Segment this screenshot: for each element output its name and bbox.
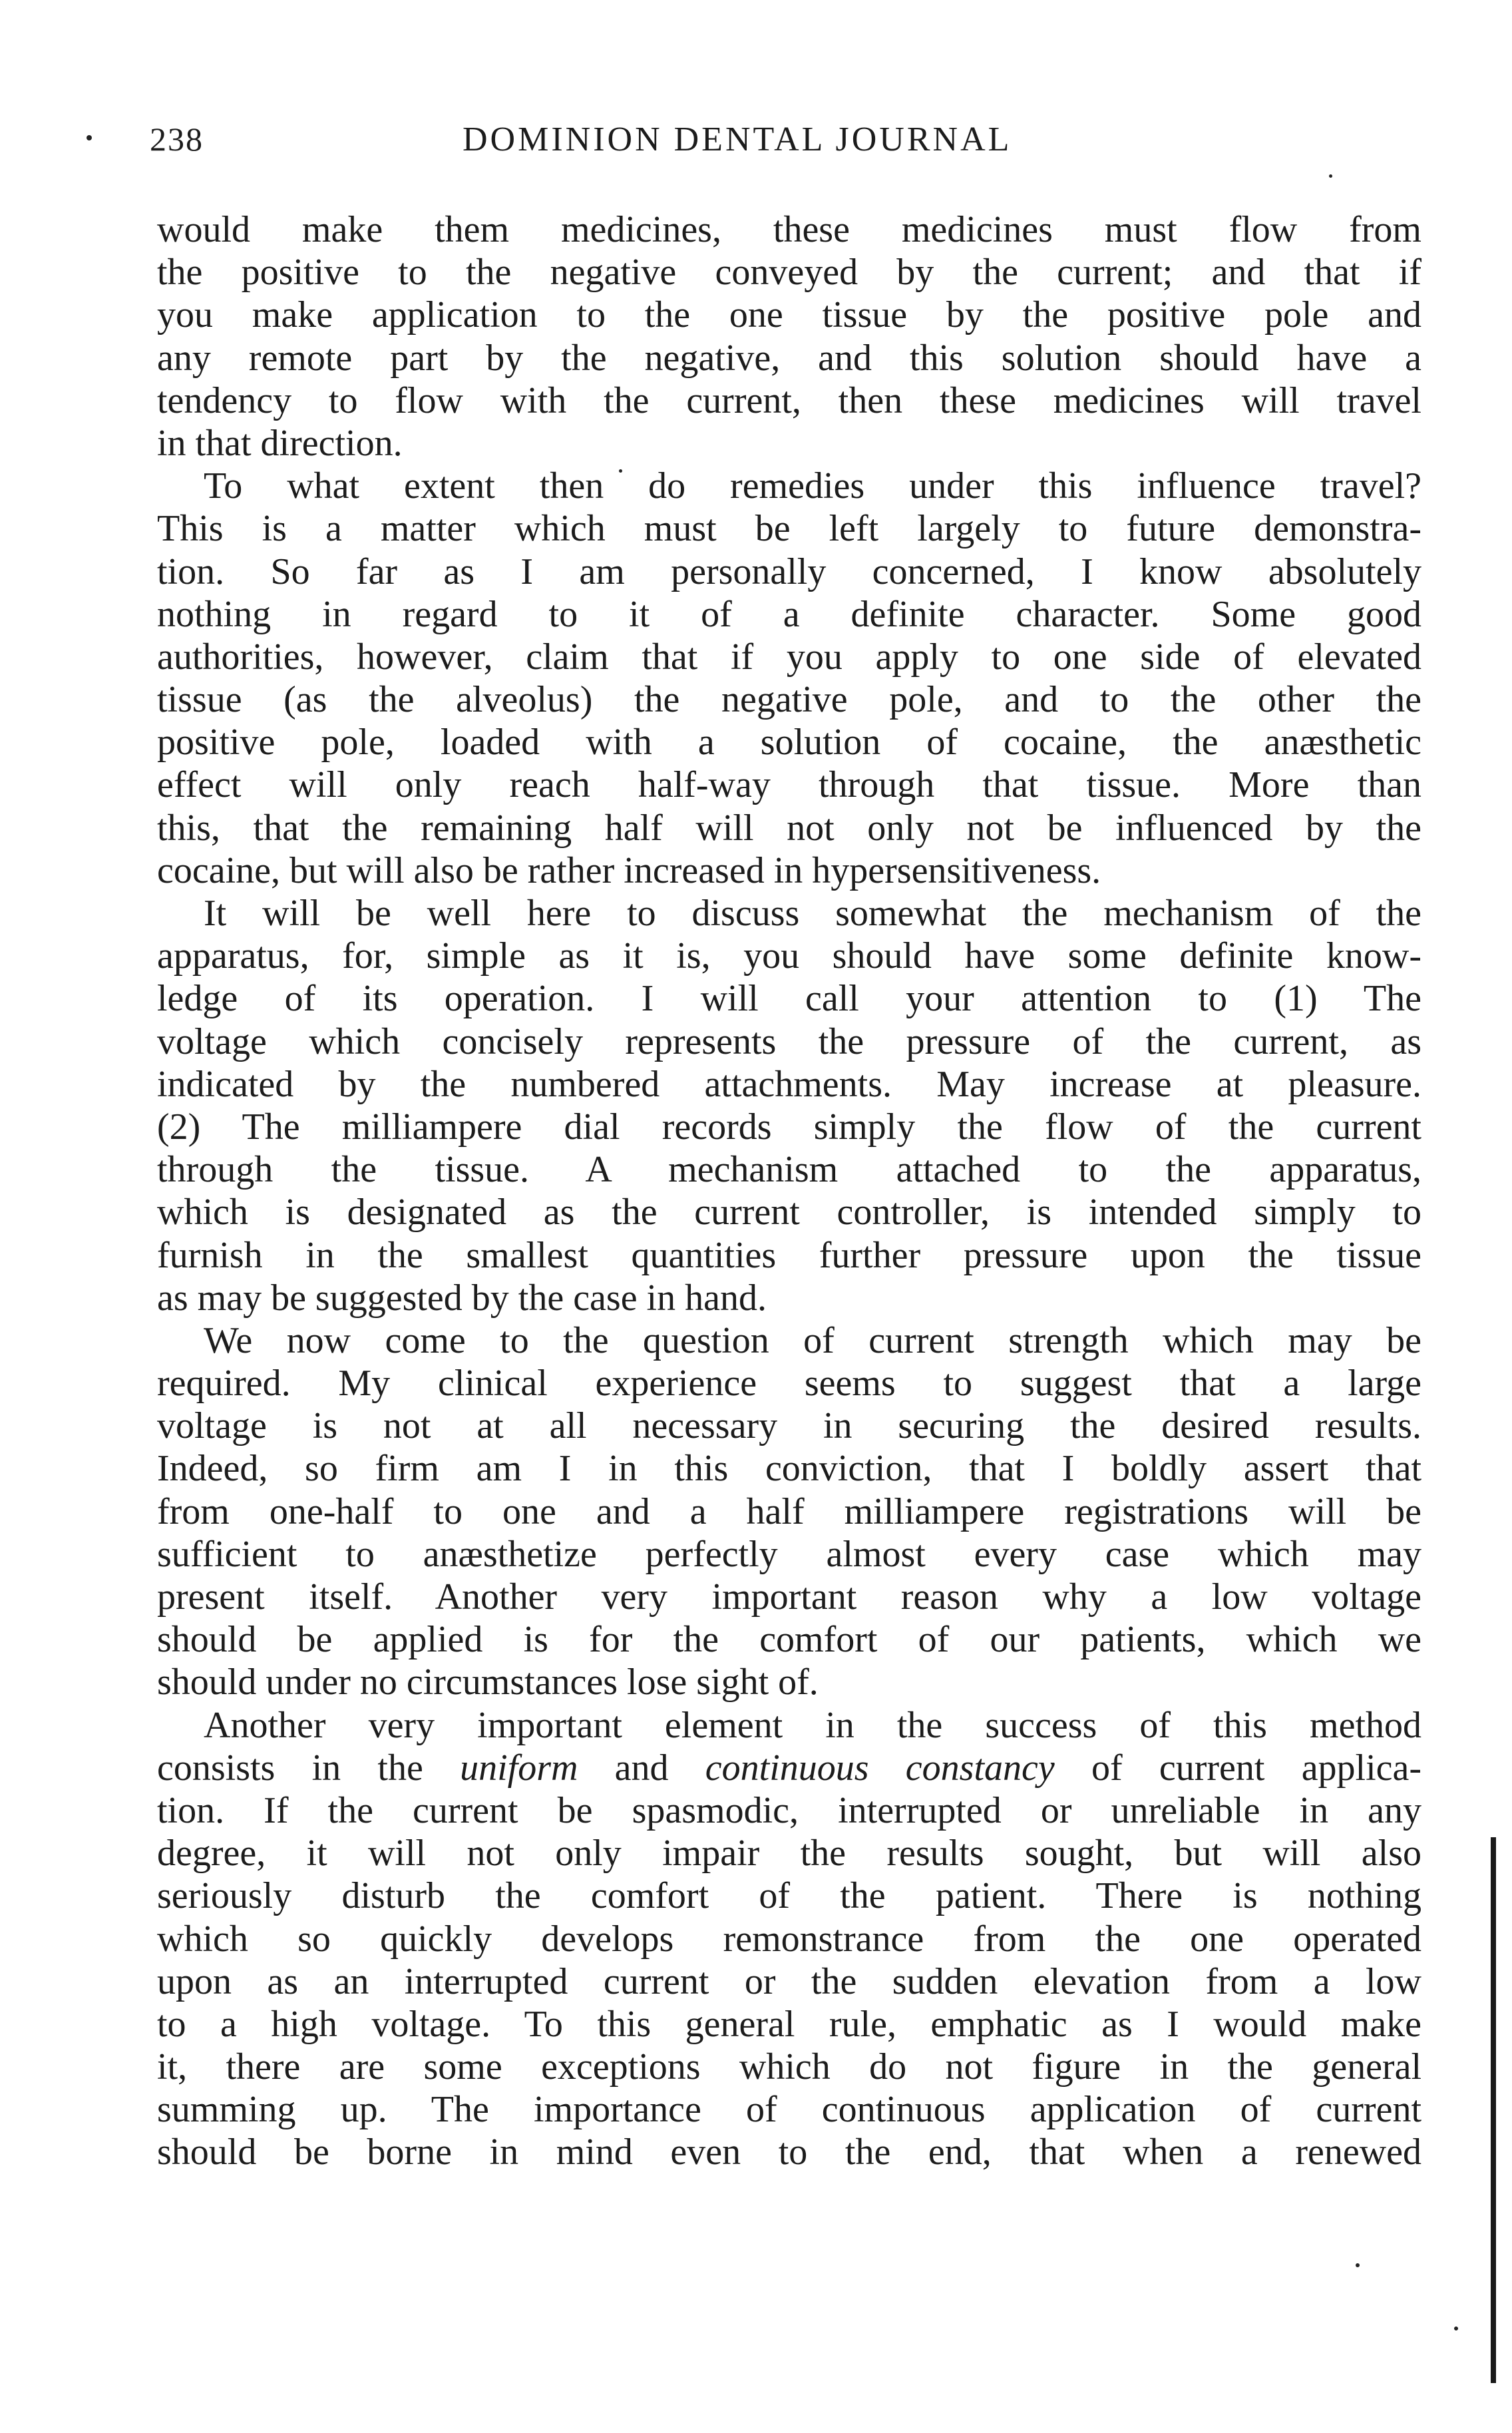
text-line: to a high voltage. To this general rule, emphatic as I would make — [157, 2003, 1421, 2045]
text-line: present itself. Another very important reason why a low voltage — [157, 1576, 1421, 1618]
text-line: cocaine, but will also be rather increased in hypersensitiveness. — [157, 849, 1101, 891]
text-line: which so quickly develops remonstrance from the one operated — [157, 1918, 1421, 1960]
text-line: degree, it will not only impair the results sought, but will also — [157, 1833, 1421, 1875]
text-fragment: consists in the — [157, 1747, 461, 1789]
text-line: as may be suggested by the case in hand. — [157, 1277, 767, 1319]
paragraph-start: Another very important element in the success of this method — [204, 1704, 1421, 1746]
paragraph-start: We now come to the question of current strength which may be — [204, 1319, 1421, 1361]
text-line: positive pole, loaded with a solution of cocaine, the anæsthetic — [157, 722, 1421, 764]
text-line: effect will only reach half-way through that tissue. More than — [157, 764, 1421, 806]
stray-mark — [1329, 174, 1332, 178]
text-line: tissue (as the alveolus) the negative pole, and to the other the — [157, 679, 1421, 721]
text-line-with-italics — [157, 1747, 1421, 1789]
margin-rule — [1491, 1837, 1496, 2383]
text-fragment: and — [578, 1747, 705, 1789]
text-line: tendency to flow with the current, then these medicines will travel — [157, 379, 1421, 421]
text-line: you make application to the one tissue by the positive pole and — [157, 294, 1421, 336]
text-line: this, that the remaining half will not only not be influenced by the — [157, 807, 1421, 849]
text-line: seriously disturb the comfort of the patient. There is nothing — [157, 1875, 1421, 1917]
text-line: which is designated as the current controller, is intended simply to — [157, 1192, 1421, 1233]
text-line: apparatus, for, simple as it is, you should have some definite know- — [157, 935, 1421, 977]
text-line: from one-half to one and a half milliampere registrations will be — [157, 1490, 1421, 1532]
italic-uniform: uniform — [460, 1747, 578, 1789]
stray-mark — [1356, 2263, 1360, 2267]
text-line: should be applied is for the comfort of our patients, which we — [157, 1619, 1421, 1661]
text-line: through the tissue. A mechanism attached to the apparatus, — [157, 1149, 1421, 1191]
italic-continuous-constancy: continuous constancy — [705, 1747, 1055, 1789]
running-title: DOMINION DENTAL JOURNAL — [463, 120, 1012, 158]
text-line: voltage is not at all necessary in securing the desired results. — [157, 1405, 1421, 1447]
text-line: indicated by the numbered attachments. May increase at pleasure. — [157, 1063, 1421, 1105]
article-body — [157, 208, 1421, 2174]
text-line: Indeed, so firm am I in this conviction, that I boldly assert that — [157, 1448, 1421, 1490]
text-line: ledge of its operation. I will call your attention to (1) The — [157, 978, 1421, 1020]
stray-mark — [87, 135, 92, 140]
text-line: would make them medicines, these medicines must flow from — [157, 209, 1421, 250]
text-line: nothing in regard to it of a definite character. Some good — [157, 593, 1421, 635]
text-line: sufficient to anæsthetize perfectly almost every case which may — [157, 1533, 1421, 1575]
text-line: upon as an interrupted current or the sudden elevation from a low — [157, 1960, 1421, 2002]
paragraph-start: To what extent then do remedies under this influence travel? — [204, 465, 1421, 507]
page-header — [150, 120, 1427, 180]
text-line: any remote part by the negative, and this solution should have a — [157, 337, 1421, 379]
text-line: in that direction. — [157, 422, 403, 464]
text-line: required. My clinical experience seems to suggest that a large — [157, 1363, 1421, 1405]
text-line: authorities, however, claim that if you apply to one side of elevated — [157, 636, 1421, 678]
text-line: should be borne in mind even to the end, that when a renewed — [157, 2131, 1421, 2173]
text-fragment: of current applica- — [1054, 1747, 1422, 1789]
text-line: furnish in the smallest quantities further pressure upon the tissue — [157, 1234, 1421, 1276]
text-line: This is a matter which must be left largely to future demonstra- — [157, 508, 1421, 550]
text-line: voltage which concisely represents the pressure of the current, as — [157, 1020, 1421, 1062]
text-line: tion. If the current be spasmodic, interrupted or unreliable in any — [157, 1789, 1421, 1831]
stray-mark — [1454, 2326, 1458, 2330]
text-line: summing up. The importance of continuous application of current — [157, 2089, 1421, 2131]
text-line: it, there are some exceptions which do not figure in the general — [157, 2046, 1421, 2088]
text-line: the positive to the negative conveyed by the current; and that if — [157, 252, 1421, 294]
text-line: tion. So far as I am personally concerned, I know absolutely — [157, 551, 1421, 592]
text-line: should under no circumstances lose sight of. — [157, 1661, 819, 1703]
paragraph-start: It will be well here to discuss somewhat the mechanism of the — [204, 893, 1421, 934]
text-line: (2) The milliampere dial records simply the flow of the current — [157, 1106, 1421, 1148]
page-number: 238 — [150, 120, 204, 158]
